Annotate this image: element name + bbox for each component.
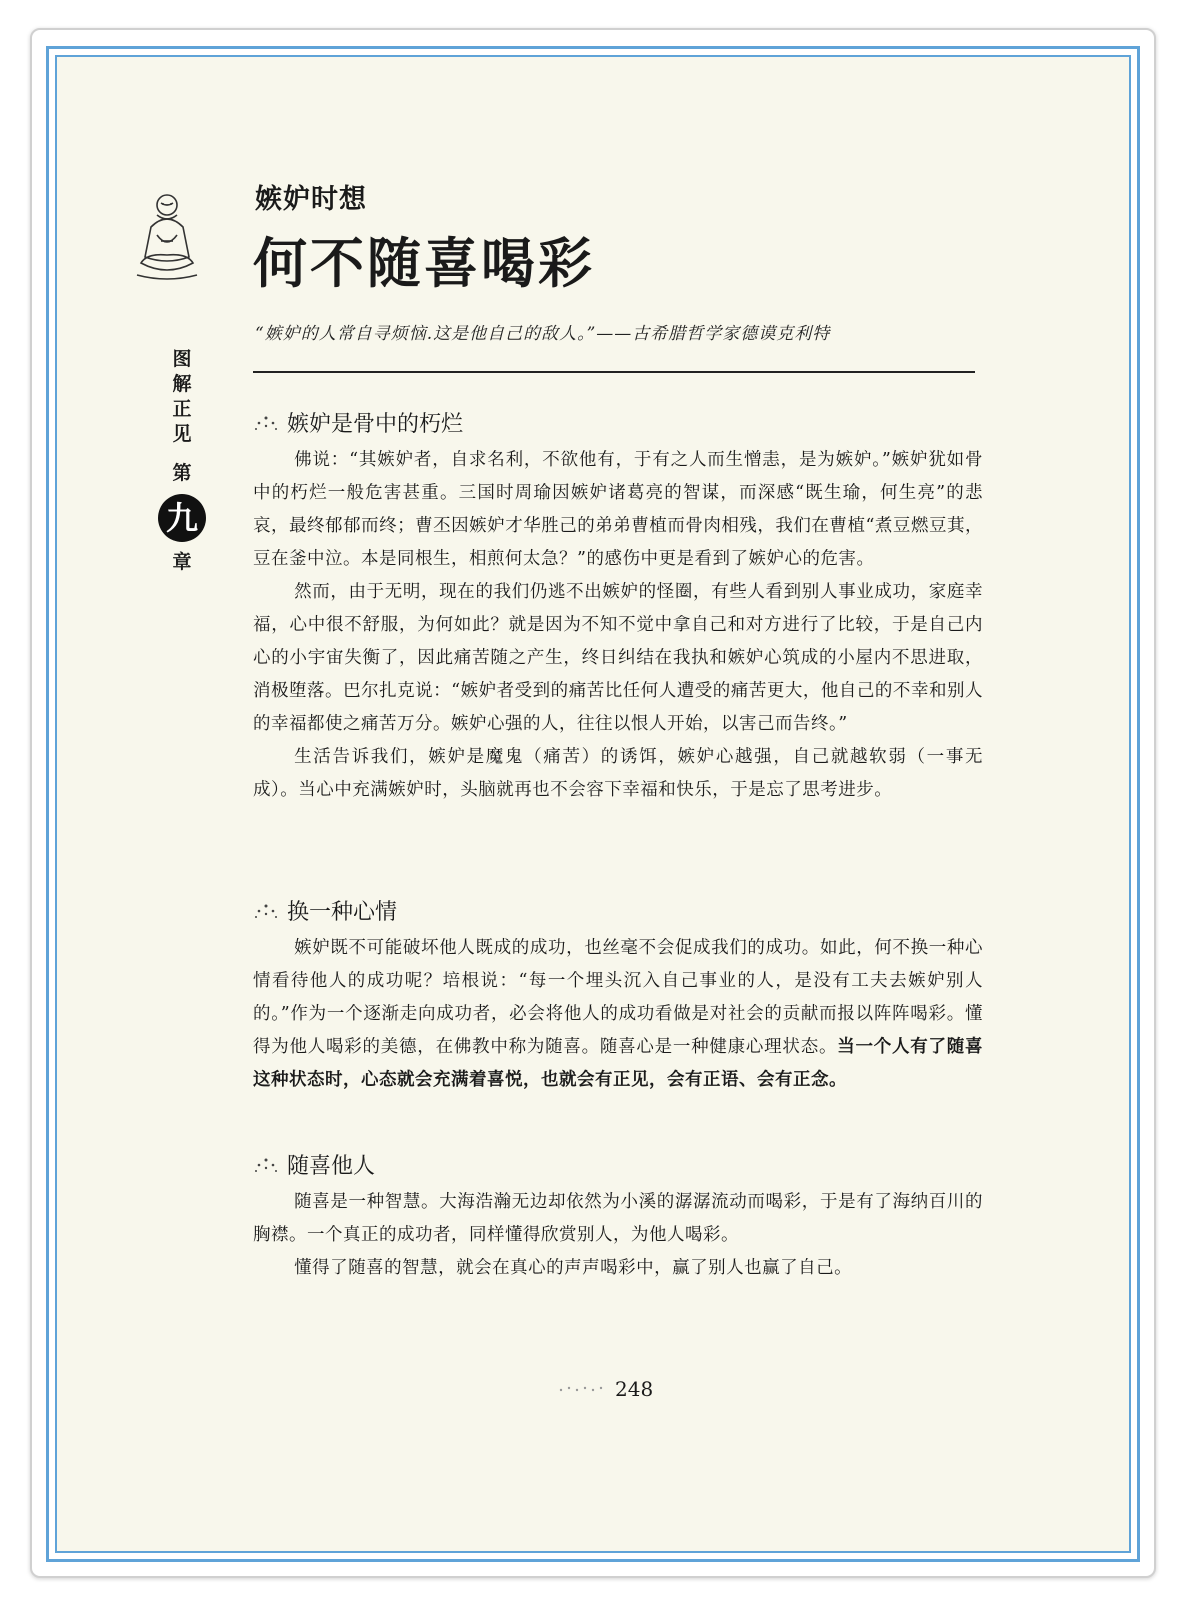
series-char: 见 <box>172 423 192 445</box>
series-char: 正 <box>172 398 192 420</box>
paragraph: 然而，由于无明，现在的我们仍逃不出嫉妒的怪圈，有些人看到别人事业成功，家庭幸福，心中很不舒服，为何如此？就是因为不知不觉中拿自己和对方进行了比较，于是自己内心的小宇宙失衡了，因此痛苦随之产生，终日纠结在我执和嫉妒心筑成的小屋内不思进取，消极堕落。巴尔扎克说：“嫉妒者受到的痛苦比任何人遭受的痛苦更大，他自己的不幸和别人的幸福都使之痛苦万分。嫉妒心强的人，往往以恨人开始，以害己而告终。” <box>253 582 983 734</box>
section-heading <box>253 895 983 926</box>
series-char: 解 <box>172 373 192 395</box>
page-title: 何不随喜喝彩 <box>253 231 595 295</box>
section-heading-text: 换一种心情 <box>287 900 398 925</box>
page-content <box>55 55 1131 1553</box>
chapter-number-badge: 九 <box>158 494 206 542</box>
section-kicker: 嫉妒时想 <box>255 184 367 215</box>
section-3 <box>253 1149 983 1285</box>
chapter-sidebar <box>167 347 197 575</box>
header-divider <box>253 371 975 373</box>
chapter-prefix: 第 <box>172 462 192 484</box>
paragraph: 佛说：“其嫉妒者，自求名利，不欲他有，于有之人而生憎恚，是为嫉妒。”嫉妒犹如骨中的朽烂一般危害甚重。三国时周瑜因嫉妒诸葛亮的智谋，而深感“既生瑜，何生亮”的悲哀，最终郁郁而终；曹丕因嫉妒才华胜己的弟弟曹植而骨肉相残，我们在曹植“煮豆燃豆萁，豆在釜中泣。本是同根生，相煎何太急？”的感伤中更是看到了嫉妒心的危害。 <box>253 450 983 569</box>
series-char: 图 <box>172 348 192 370</box>
paragraph-text: 嫉妒既不可能破坏他人既成的成功，也丝毫不会促成我们的成功。如此，何不换一种心情看待他人的成功呢？培根说：“每一个埋头沉入自己事业的人，是没有工夫去嫉妒别人的。”作为一个逐渐走向成功者，必会将他人的成功看做是对社会的贡献而报以阵阵喝彩。懂得为他人喝彩的美德，在佛教中称为随喜。随喜心是一种健康心理状态。 <box>253 938 983 1057</box>
lotus-ornament-icon <box>253 1156 279 1174</box>
section-2 <box>253 895 983 1097</box>
section-heading-text: 嫉妒是骨中的朽烂 <box>287 412 464 437</box>
section-heading <box>253 1149 983 1180</box>
section-heading-text: 随喜他人 <box>287 1154 376 1179</box>
chapter-suffix: 章 <box>172 551 192 573</box>
paragraph <box>253 932 983 1097</box>
paragraph-bold-text: 当一个人有了随喜这种状态时，心态就会充满着喜悦，也就会有正见，会有正语、会有正念。 <box>253 1037 983 1090</box>
section-1 <box>253 407 983 807</box>
section-heading <box>253 407 983 438</box>
page-frame <box>46 46 1140 1562</box>
epigraph-quote: “嫉妒的人常自寻烦恼.这是他自己的敌人。”——古希腊哲学家德谟克利特 <box>255 324 831 344</box>
page-number: 248 <box>615 1377 654 1401</box>
page-ornament-icon <box>557 1384 607 1394</box>
lotus-ornament-icon <box>253 414 279 432</box>
lotus-ornament-icon <box>253 902 279 920</box>
monk-illustration-icon <box>127 185 207 285</box>
page-footer <box>557 1377 653 1401</box>
paragraph: 随喜是一种智慧。大海浩瀚无边却依然为小溪的潺潺流动而喝彩，于是有了海纳百川的胸襟。一个真正的成功者，同样懂得欣赏别人，为他人喝彩。 <box>253 1192 983 1245</box>
paragraph: 懂得了随喜的智慧，就会在真心的声声喝彩中，赢了别人也赢了自己。 <box>294 1258 853 1278</box>
paragraph: 生活告诉我们，嫉妒是魔鬼（痛苦）的诱饵，嫉妒心越强，自己就越软弱（一事无成）。当心中充满嫉妒时，头脑就再也不会容下幸福和快乐，于是忘了思考进步。 <box>253 747 983 800</box>
